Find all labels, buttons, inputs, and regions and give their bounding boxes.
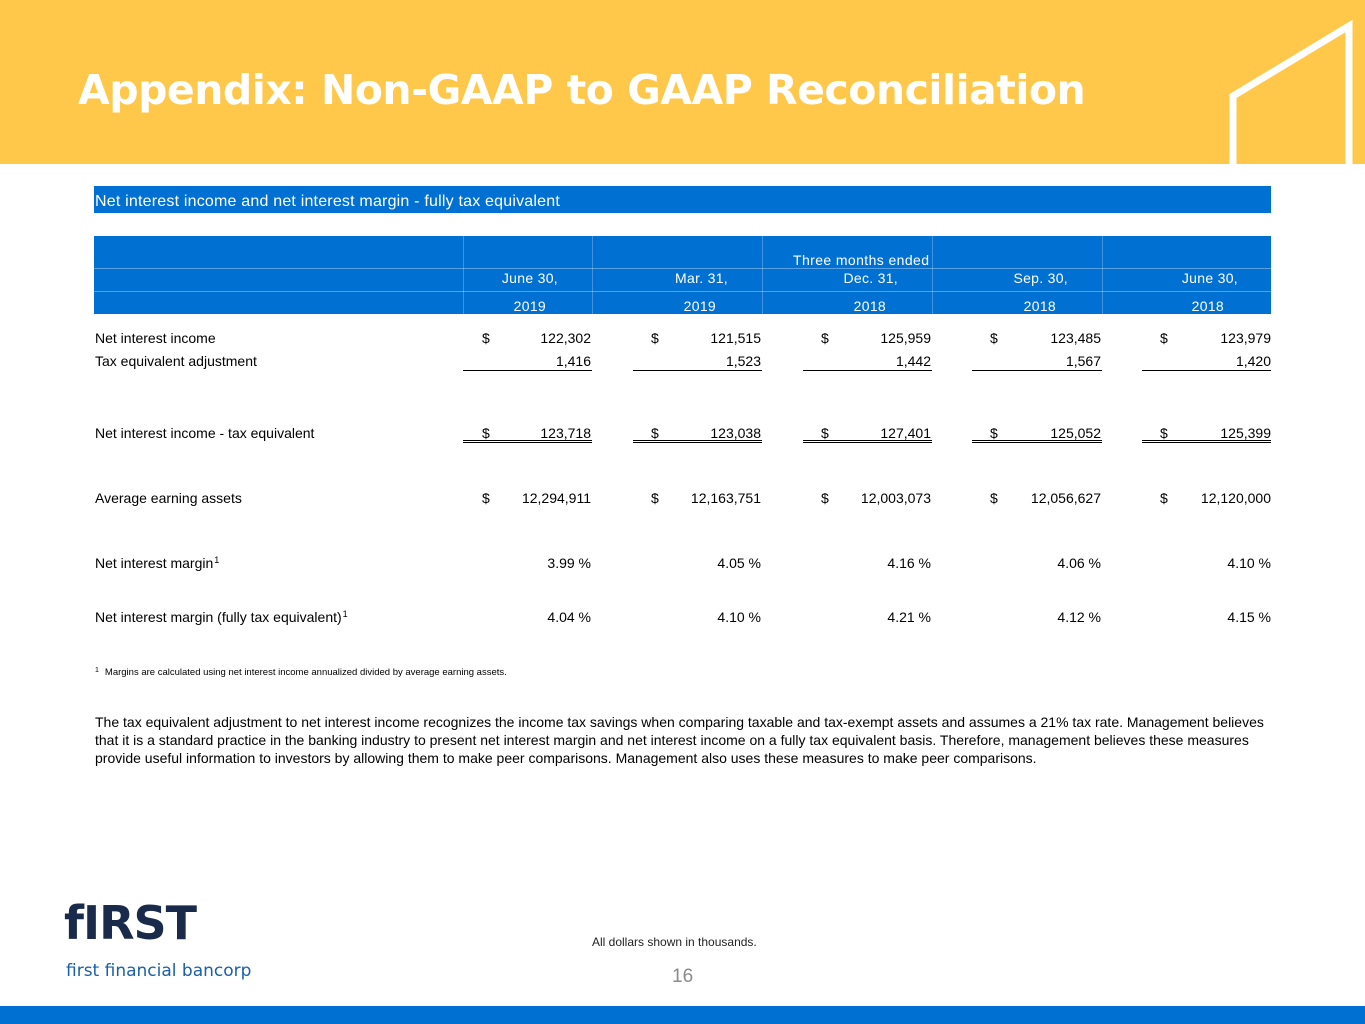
table-cell: 12,120,000	[1200, 490, 1271, 506]
subtotal-underline	[803, 370, 932, 371]
column-year: 2018	[1191, 298, 1224, 314]
units-note: All dollars shown in thousands.	[592, 935, 757, 949]
total-double-underline	[1142, 440, 1271, 443]
period-header: Three months ended	[793, 252, 930, 268]
table-cell: 1,567	[1065, 353, 1101, 369]
table-cell: 12,163,751	[690, 490, 761, 506]
column-year: 2019	[683, 298, 716, 314]
footnote-marker: 1	[95, 667, 99, 674]
table-cell: 4.10 %	[1227, 555, 1271, 571]
house-outline-icon	[1225, 18, 1365, 164]
row-label: Net interest margin$^1$	[95, 555, 220, 571]
table-cell: 1,420	[1235, 353, 1271, 369]
column-year: 2018	[853, 298, 886, 314]
subtotal-underline	[633, 370, 762, 371]
footnote-marker: 1	[342, 609, 348, 619]
currency-symbol: $	[482, 490, 490, 506]
column-date: June 30,	[501, 270, 558, 286]
table-cell: 4.05 %	[717, 555, 761, 571]
column-date: June 30,	[1181, 270, 1238, 286]
currency-symbol: $	[821, 425, 829, 441]
currency-symbol: $	[990, 330, 998, 346]
currency-symbol: $	[1160, 490, 1168, 506]
table-cell: 121,515	[710, 330, 761, 346]
footnote: $^1$ Margins are calculated using net interest income annualized divided by average earning assets.	[95, 667, 507, 678]
table-cell: 4.06 %	[1057, 555, 1101, 571]
subtotal-underline	[972, 370, 1102, 371]
column-date: Dec. 31,	[843, 270, 898, 286]
currency-symbol: $	[990, 425, 998, 441]
total-double-underline	[633, 440, 762, 443]
currency-symbol: $	[651, 490, 659, 506]
table-cell: 3.99 %	[547, 555, 591, 571]
subtotal-underline	[463, 370, 592, 371]
table-cell: 127,401	[880, 425, 931, 441]
footnote-marker: 1	[214, 555, 220, 565]
column-year: 2018	[1023, 298, 1056, 314]
page-number: 16	[672, 966, 694, 987]
currency-symbol: $	[990, 490, 998, 506]
table-cell: 122,302	[540, 330, 591, 346]
total-double-underline	[972, 440, 1102, 443]
company-logo: fIRST	[64, 896, 197, 950]
table-cell: 125,399	[1220, 425, 1271, 441]
table-cell: 123,485	[1050, 330, 1101, 346]
table-cell: 4.15 %	[1227, 609, 1271, 625]
explanatory-note: The tax equivalent adjustment to net interest income recognizes the income tax savings when comparing taxable and tax-exempt assets and assumes a 21% tax rate. Management believes that it is a standard practice in the banking industry to present net interest margin and net interest income on a fully tax equivalent basis. Therefore, management believes these measures provide useful information to investors by allowing them to make peer comparisons. Management also uses these measures to make peer comparisons.	[95, 714, 1264, 766]
company-name: first financial bancorp	[66, 961, 252, 981]
row-label: Net interest margin (fully tax equivalent)$^1$	[95, 609, 348, 625]
row-label: Average earning assets	[95, 490, 242, 506]
table-cell: 12,294,911	[521, 490, 591, 506]
currency-symbol: $	[482, 330, 490, 346]
currency-symbol: $	[482, 425, 490, 441]
column-date: Sep. 30,	[1013, 270, 1068, 286]
footer-bar	[0, 1006, 1365, 1024]
currency-symbol: $	[1160, 425, 1168, 441]
row-label: Tax equivalent adjustment	[95, 353, 257, 369]
currency-symbol: $	[651, 330, 659, 346]
table-cell: 123,718	[540, 425, 591, 441]
table-header	[94, 236, 1271, 314]
table-cell: 4.10 %	[717, 609, 761, 625]
slide-title: Appendix: Non-GAAP to GAAP Reconciliation	[78, 66, 1086, 114]
table-cell: 4.12 %	[1057, 609, 1101, 625]
total-double-underline	[803, 440, 932, 443]
column-year: 2019	[513, 298, 546, 314]
currency-symbol: $	[821, 490, 829, 506]
currency-symbol: $	[821, 330, 829, 346]
table-cell: 12,003,073	[860, 490, 931, 506]
table-cell: 12,056,627	[1030, 490, 1101, 506]
table-cell: 4.16 %	[887, 555, 931, 571]
currency-symbol: $	[651, 425, 659, 441]
slide-header	[0, 0, 1365, 164]
table-cell: 123,038	[710, 425, 761, 441]
table-cell: 4.21 %	[887, 609, 931, 625]
section-title: Net interest income and net interest margin - fully tax equivalent	[95, 193, 560, 210]
column-date: Mar. 31,	[675, 270, 728, 286]
row-label: Net interest income	[95, 330, 216, 346]
row-label: Net interest income - tax equivalent	[95, 425, 315, 441]
table-cell: 1,523	[725, 353, 761, 369]
table-cell: 1,442	[895, 353, 931, 369]
table-cell: 123,979	[1220, 330, 1271, 346]
subtotal-underline	[1142, 370, 1271, 371]
section-title-bar	[94, 186, 1271, 213]
currency-symbol: $	[1160, 330, 1168, 346]
table-cell: 4.04 %	[547, 609, 591, 625]
total-double-underline	[463, 440, 592, 443]
table-cell: 125,052	[1050, 425, 1101, 441]
table-cell: 125,959	[880, 330, 931, 346]
table-cell: 1,416	[555, 353, 591, 369]
